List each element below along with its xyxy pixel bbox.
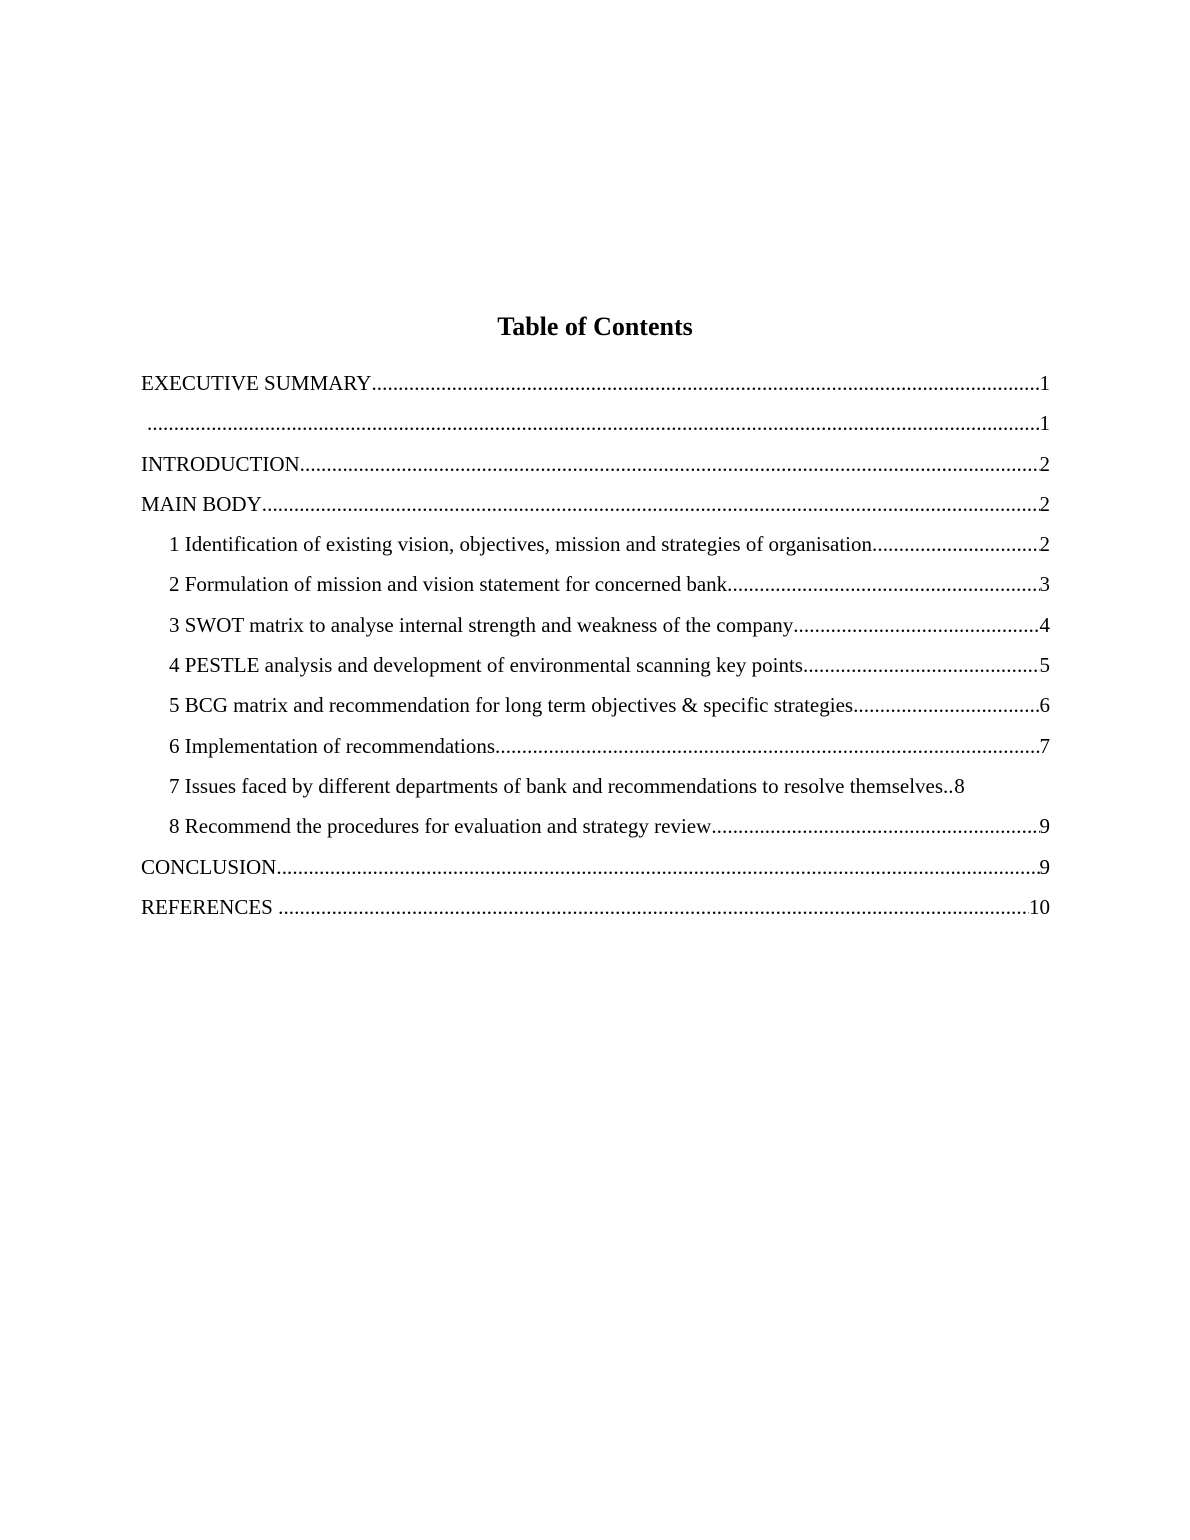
toc-leader-dots <box>300 449 1040 479</box>
toc-leader-dots <box>147 408 1040 438</box>
toc-page-number: 2 <box>1039 532 1050 557</box>
toc-leader-dots <box>711 811 1039 841</box>
toc-page-number: 2 <box>1039 451 1050 476</box>
toc-entry-text: 6 Implementation of recommendations <box>169 733 495 758</box>
toc-entry-conclusion[interactable] <box>141 852 1050 892</box>
toc-entry-section-1[interactable] <box>141 529 1050 569</box>
toc-leader-dots <box>793 610 1039 640</box>
toc-entry-section-2[interactable] <box>141 569 1050 609</box>
toc-entry-text: 4 PESTLE analysis and development of environmental scanning key points <box>169 653 803 678</box>
toc-page-number: 3 <box>1039 572 1050 597</box>
toc-entry-text: 1 Identification of existing vision, objectives, mission and strategies of organisation <box>169 532 872 557</box>
toc-list <box>141 368 1050 932</box>
toc-entry-section-3[interactable] <box>141 610 1050 650</box>
toc-leader-dots <box>853 690 1039 720</box>
toc-entry-main-body[interactable] <box>141 489 1050 529</box>
toc-leader-dots <box>262 489 1040 519</box>
toc-entry-text: 8 Recommend the procedures for evaluation and strategy review <box>169 814 712 839</box>
toc-entry-text: 5 BCG matrix and recommendation for long term objectives & specific strategies <box>169 693 854 718</box>
toc-entry-section-5[interactable] <box>141 690 1050 730</box>
toc-page-number: 4 <box>1039 612 1050 637</box>
toc-leader-dots <box>803 650 1040 680</box>
toc-leader-dots <box>727 569 1039 599</box>
toc-page-number: 9 <box>1039 854 1050 879</box>
toc-leader-dots <box>276 852 1039 882</box>
toc-entry-section-8[interactable] <box>141 811 1050 851</box>
toc-entry-text: 7 Issues faced by different departments of bank and recommendations to resolve themselves. <box>169 773 949 798</box>
toc-page-number: 6 <box>1039 693 1050 718</box>
toc-entry-text: CONCLUSION <box>141 854 277 879</box>
toc-entry-blank[interactable] <box>141 408 1050 448</box>
toc-leader-dots <box>371 368 1039 398</box>
toc-page-number: 10 <box>1029 894 1050 919</box>
toc-entry-references[interactable] <box>141 892 1050 932</box>
toc-entry-text: MAIN BODY <box>141 491 262 516</box>
toc-entry-executive-summary[interactable] <box>141 368 1050 408</box>
toc-entry-text: INTRODUCTION <box>141 451 300 476</box>
toc-entry-text: EXECUTIVE SUMMARY <box>141 371 372 395</box>
toc-page-number: 7 <box>1039 733 1050 758</box>
toc-entry-section-7[interactable] <box>141 771 1050 811</box>
toc-page-number: 2 <box>1039 491 1050 516</box>
toc-page-number: 1 <box>1039 411 1050 436</box>
toc-leader-dots <box>495 731 1040 761</box>
toc-page-number: 9 <box>1039 814 1050 839</box>
toc-entry-text: 2 Formulation of mission and vision statement for concerned bank <box>169 572 728 597</box>
toc-page-number: 1 <box>1039 371 1050 395</box>
toc-entry-section-6[interactable] <box>141 731 1050 771</box>
toc-title: Table of Contents <box>497 312 693 341</box>
toc-entry-text: 3 SWOT matrix to analyse internal strength and weakness of the company <box>169 612 794 637</box>
toc-entry-introduction[interactable] <box>141 449 1050 489</box>
toc-page-number: 5 <box>1039 653 1050 678</box>
toc-entry-section-4[interactable] <box>141 650 1050 690</box>
toc-leader-dots <box>278 892 1029 922</box>
toc-entry-text: REFERENCES <box>141 894 279 919</box>
toc-page-number: 8 <box>954 773 965 798</box>
toc-leader-dots <box>872 529 1040 559</box>
